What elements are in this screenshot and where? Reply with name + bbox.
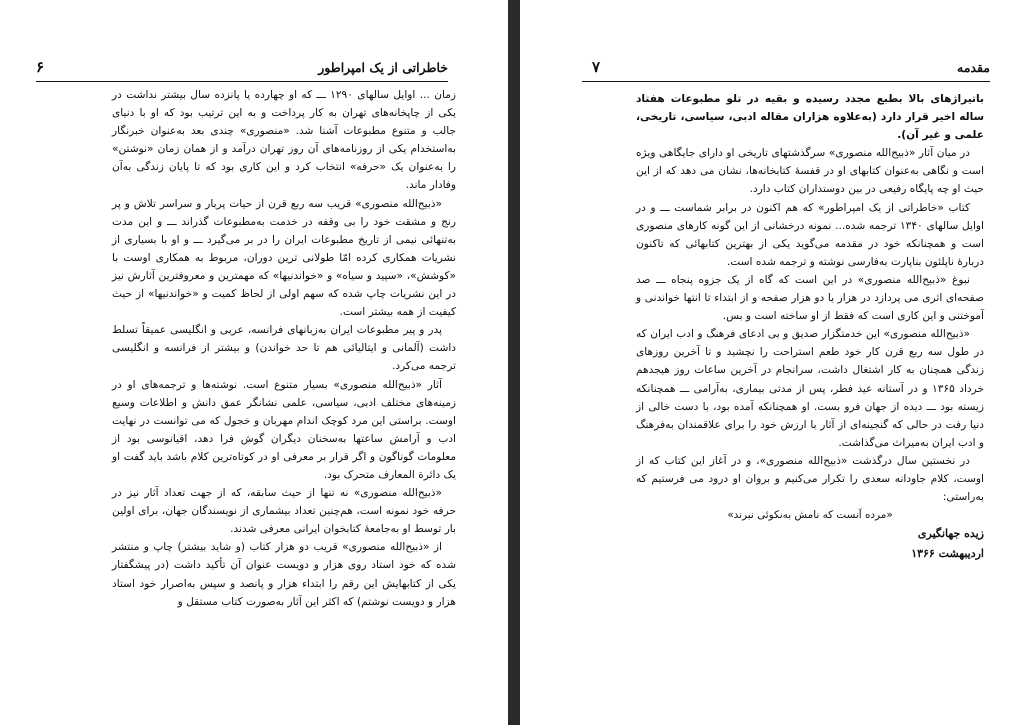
right-page-header (582, 60, 990, 78)
paragraph: «ذبیح‌الله منصوری» نه تنها از حیث سابقه، که از جهت تعداد آثار نیز در حرفه خود نمونه است، هم‌چنین تعداد بیشماری از نویسندگان جهان، برای اولین بار توسط او به‌جامعهٔ کتابخوان ایرانی معرفی شدند. (112, 487, 456, 536)
paragraph: در نخستین سال درگذشت «ذبیح‌الله منصوری»، و در آغاز این کتاب که از اوست، کلام جاودانه سعدی را تکرار می‌کنیم و بروان او درود می فرستیم که به‌راستی: (636, 454, 984, 504)
paragraph: در میان آثار «ذبیح‌الله منصوری» سرگذشتهای تاریخی او دارای جایگاهی ویژه است و نگاهی به‌عنوان کتابهای او در قفسهٔ کتابخانه‌ها، نشان می دهد که از این حیث او چه پایگاه رفیعی در بین دوستداران کتاب دارد. (636, 147, 984, 196)
left-page (0, 0, 508, 725)
right-body-text (636, 90, 984, 564)
paragraph: کتاب «خاطراتی از یک امپراطور» که هم اکنون در برابر شماست ـــ و در اوایل سالهای ۱۳۴۰ ترجمه شده... نمونه درخشانی از این گونه کارهای منصوری است و همچنانکه خود در مقدمه می‌گوید یکی از بهترین کتابهائی که تاکنون دربارهٔ ناپلئون بناپارت به‌فارسی نوشته و ترجمه شده است. (636, 201, 984, 268)
paragraph: «ذبیح‌الله منصوری» قریب سه ربع قرن از حیات پربار و سراسر تلاش و پر رنج و مشقت خود را بی وقفه در خدمت به‌مطبوعات گذراند ـــ و این مدت به‌تنهائی نیمی از تاریخ مطبوعات ایران را در بر می‌گیرد ـــ و او با بسیاری از نشریات همکاری کرده امّا طولانی ترین دوران، مربوط به همکاری اوست با «کوشش»، «سپید و سیاه» و «خواندنیها» که مهمترین و معروفترین آثارش نیز در این نشریات چاپ شده که سهم اولی از لحاظ کمیت و «خواندنیها» از حیث کیفیت از همه بیشتر است. (112, 197, 456, 319)
right-header-rule (582, 81, 990, 82)
left-header-rule (36, 81, 448, 82)
right-page-number: ۷ (592, 58, 601, 76)
left-running-title: خاطراتی از یک امپراطور (318, 60, 448, 75)
paragraph: پدر و پیر مطبوعات ایران به‌زبانهای فرانسه، عربی و انگلیسی عمیقاً تسلط داشت (آلمانی و ایتالیائی هم تا حد خواندن) و بیشتر از فرانسه و انگلیسی ترجمه می‌کرد. (112, 324, 456, 373)
left-body-text (112, 86, 456, 611)
signature-name: زیده جهانگیری (917, 527, 984, 541)
paragraph: زمان ... اوایل سالهای ۱۲۹۰ ـــ که او چهارده یا پانزده سال بیشتر نداشت در یکی از چاپخانه‌های تهران به کار پرداخت و به این ترتیب بود که او با دنیای جالب و متنوع مطبوعات آشنا شد. «منصوری» چندی بعد به‌عنوان خبرنگار به‌استخدام یکی از روزنامه‌های آن روز تهران درآمد و از همان زمان «نوشتن» را به‌عنوان یک «حرفه» انتخاب کرد و این کاری بود که تا پایان زندگی به‌آن وفادار ماند. (112, 89, 456, 192)
left-page-number: ۶ (36, 58, 45, 76)
paragraph: از «ذبیح‌الله منصوری» قریب دو هزار کتاب (و شاید بیشتر) چاپ و منتشر شده که خود استاد روی هزار و دویست عنوان آن تأکید داشت (در پیشگفتار یکی از کتابهایش این رقم را ابتداء هزار و پانصد و سپس به‌اصرار خود استاد هزار و دویست نوشتم) که اکثر این آثار به‌صورت کتاب مستقل و (112, 541, 456, 608)
paragraph: باتیراژهای بالا بطبع مجدد رسیده و بقیه در تلو مطبوعات هفتاد ساله اخیر قرار دارد (به‌علاوه هزاران مقاله ادبی، سیاسی، تاریخی، علمی و غیر آن). (636, 93, 984, 142)
closing-quote: «مرده آنست که نامش به‌نکوئی نبرند» (727, 509, 893, 522)
right-page (520, 0, 1024, 725)
paragraph: «ذبیح‌الله منصوری» این خدمتگزار صدیق و بی ادعای فرهنگ و ادب ایران که در طول سه ربع قرن کار خود طعم استراحت را نچشید و تا آخرین روزهای زندگی همچنان به کار اشتغال داشت، سرانجام در آخرین ساعات روز هیجدهم خرداد ۱۳۶۵ و در آستانه عید فطر، پس از مدتی بیماری، به‌آرامی ـــ همچنانکه زیسته بود ـــ دیده از جهان فرو بست. او همچنانکه آمده بود، با دست خالی از دنیا رفت در حالی که گنجینه‌ای از آثار با ارزش خود را برای علاقمندان به‌فرهنگ و ادب ایران به‌میراث می‌گذاشت. (636, 328, 984, 449)
left-page-header (36, 60, 448, 78)
paragraph: نبوغ «ذبیح‌الله منصوری» در این است که گاه از یک جزوه پنجاه ـــ صد صفحه‌ای اثری می پردازد در هزار یا دو هزار صفحه و از ابتداء تا انتها خواندنی و آموختنی و این کاری است که فقط از او ساخته است و بس. (636, 273, 984, 323)
paragraph: آثار «ذبیح‌الله منصوری» بسیار متنوع است. نوشته‌ها و ترجمه‌های او در زمینه‌های مختلف ادبی، سیاسی، علمی نشانگر عمق دانش و اطلاعات وسیع اوست. براستی این مرد کوچک اندام مهربان و خجول که می توانست در نهایت ادب و آرامش ساعتها به‌سخنان دیگران گوش فرا دهد، اقیانوسی بود از معلومات گوناگون و اگر قرار بر معرفی او در کوتاه‌ترین کلام باشد باید گفت او یک دائرة المعارف متحرک بود. (112, 378, 456, 481)
signature-date: اردیبهشت ۱۳۶۶ (911, 547, 984, 561)
page-gutter (508, 0, 520, 725)
right-running-title: مقدمه (957, 60, 990, 75)
